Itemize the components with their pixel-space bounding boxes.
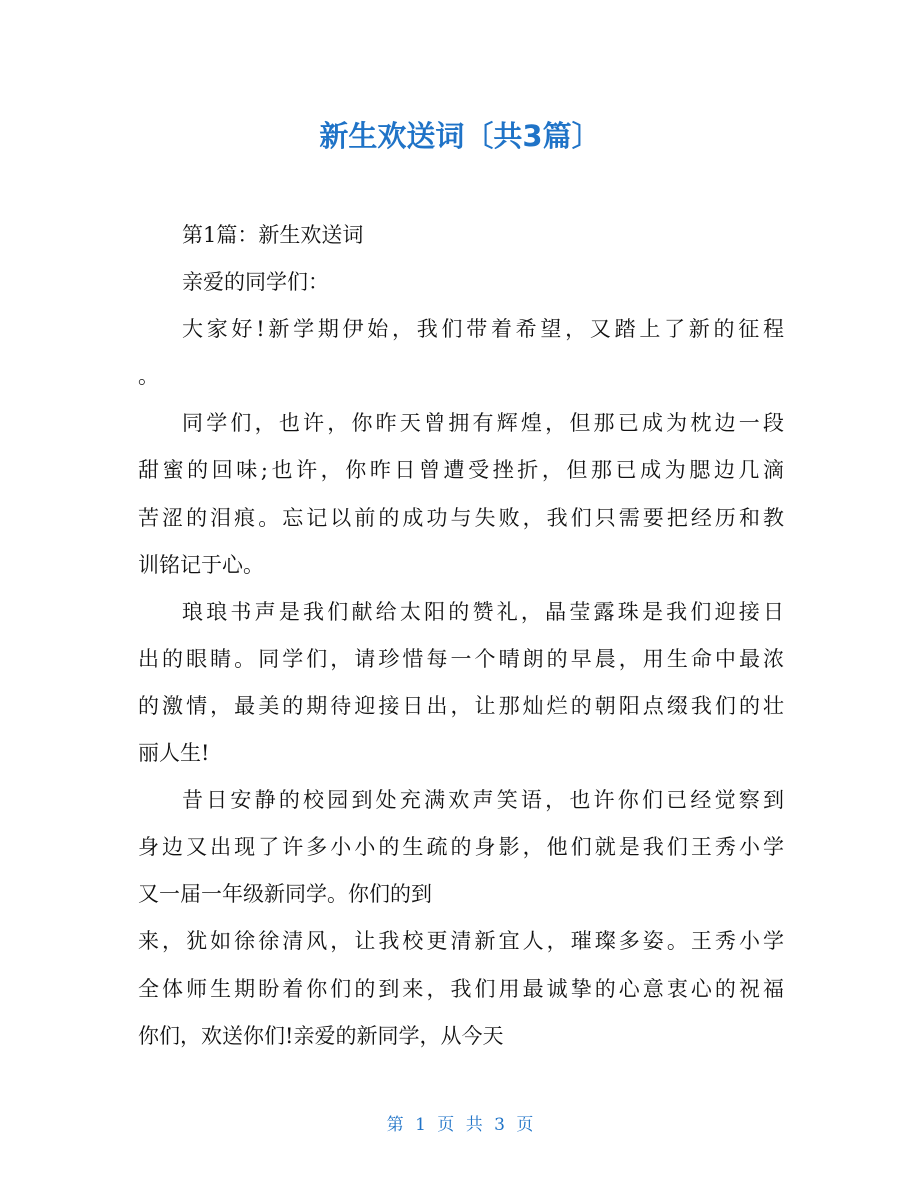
page-indicator: 第 1 页 共 3 页 [386,1115,534,1135]
paragraph-line: 又一届一年级新同学。你们的到 [138,882,432,907]
paragraph-line: 出的眼睛。同学们，请珍惜每一个晴朗的早晨，用生命中最浓 [138,646,784,671]
paragraph-line: 大家好!新学期伊始，我们带着希望，又踏上了新的征程 [182,317,784,342]
paragraph-line: 丽人生! [138,741,210,766]
paragraph-line: 。 [138,364,159,389]
paragraph-line: 你们，欢送你们!亲爱的新同学，从今天 [138,1023,504,1048]
paragraph-line: 来，犹如徐徐清风，让我校更清新宜人，璀璨多姿。王秀小学 [138,929,784,954]
document-title: 新生欢送词〔共3篇〕 [319,119,601,153]
paragraph-line: 昔日安静的校园到处充满欢声笑语，也许你们已经觉察到 [182,788,784,813]
salutation: 亲爱的同学们： [182,270,329,295]
paragraph-line: 甜蜜的回味;也许，你昨日曾遭受挫折，但那已成为腮边几滴 [138,458,784,483]
paragraph-line: 的激情，最美的期待迎接日出，让那灿烂的朝阳点缀我们的壮 [138,693,784,718]
paragraph-line: 训铭记于心。 [138,552,264,577]
section-heading: 第1篇：新生欢送词 [182,223,364,247]
paragraph-line: 琅琅书声是我们献给太阳的赞礼，晶莹露珠是我们迎接日 [182,599,784,624]
paragraph-line: 苦涩的泪痕。忘记以前的成功与失败，我们只需要把经历和教 [138,505,784,530]
paragraph-line: 全体师生期盼着你们的到来，我们用最诚挚的心意衷心的祝福 [138,976,784,1001]
paragraph-line: 身边又出现了许多小小的生疏的身影，他们就是我们王秀小学 [138,835,784,860]
document-body [138,212,784,1060]
paragraph-line: 同学们，也许，你昨天曾拥有辉煌，但那已成为枕边一段 [182,411,784,436]
